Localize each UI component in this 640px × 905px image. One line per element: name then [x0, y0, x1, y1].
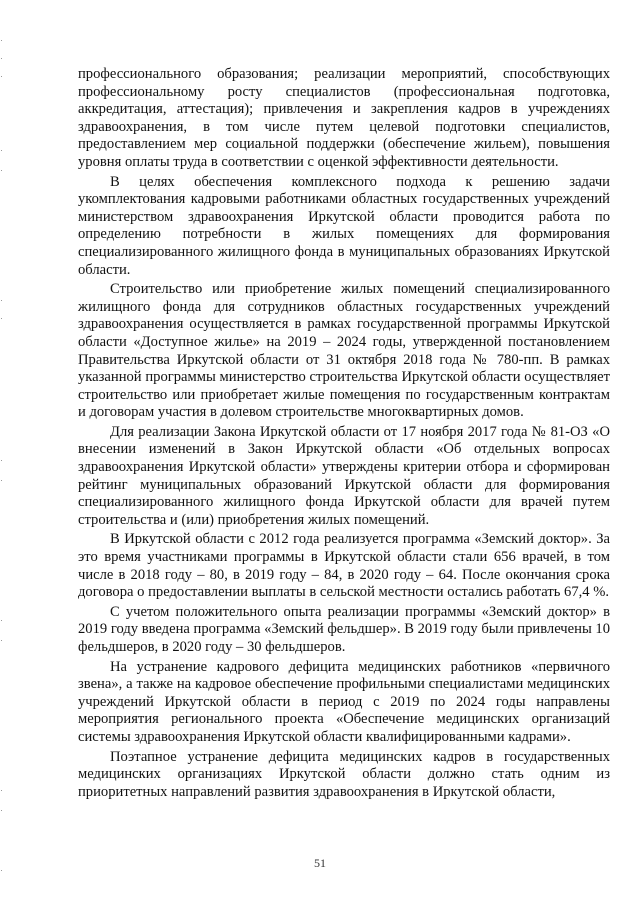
- paragraph-housing-construction: Строительство или приобретение жилых помещений специализированного жилищного фонда для сотрудников областных государственных учреждений здравоохранения осуществляется в рамках государственной программы Иркутской области «Доступное жилье» на 2019 – 2024 годы, утвержденной постановлением Правительства Иркутской области от 31 октября 2018 года № 780-пп. В рамках указанной программы министерство строительства Иркутской области осуществляет строительство или приобретает жилые помещения по государственным контрактам и договорам участия в долевом строительстве многоквартирных домов.: [78, 281, 610, 421]
- paragraph-continuation: профессионального образования; реализации мероприятий, способствующих профессиональному росту специалистов (профессиональная подготовка, аккредитация, аттестация); привлечения и закрепления кадров в учреждениях здравоохранения, в том числе путем целевой подготовки специалистов, предоставлением мер социальной поддержки (обеспечение жильем), повышения уровня оплаты труда в соответствии с оценкой эффективности деятельности.: [78, 66, 610, 170]
- paragraph-zemsky-doktor: В Иркутской области с 2012 года реализуется программа «Земский доктор». За это время участниками программы в Иркутской области стали 656 врачей, в том числе в 2018 году – 80, в 2019 году – 84, в 2020 году – 64. После окончания срока договора о предоставлении выплаты в сельской местности остались работать 67,4 %.: [78, 531, 610, 601]
- paragraph-staff-deficit: Поэтапное устранение дефицита медицинских кадров в государственных медицинских организациях Иркутской области должно стать одним из приоритетных направлений развития здравоохранения в Иркутской области,: [78, 748, 610, 800]
- paragraph-housing-needs: В целях обеспечения комплексного подхода к решению задачи укомплектования кадровыми работниками областных государственных учреждений министерством здравоохранения Иркутской области проводится работа по определению потребности в жилых помещениях для формирования специализированного жилищного фонда в муниципальных образованиях Иркутской области.: [78, 173, 610, 278]
- scan-edge-dots: [0, 0, 2, 905]
- paragraph-regional-project: На устранение кадрового дефицита медицинских работников «первичного звена», а также на кадровое обеспечение профильными специалистами медицинских учреждений Иркутской области в период с 2019 по 2024 годы направлены мероприятия регионального проекта «Обеспечение медицинских организаций системы здравоохранения Иркутской области квалифицированными кадрами».: [78, 658, 610, 745]
- paragraph-law-81-oz: Для реализации Закона Иркутской области от 17 ноября 2017 года № 81-ОЗ «О внесении изменений в Закон Иркутской области «Об отдельных вопросах здравоохранения Иркутской области» утверждены критерии отбора и сформирован рейтинг муниципальных образований Иркутской области для формирования специализированного жилищного фонда Иркутской области для врачей путем строительства и (или) приобретения жилых помещений.: [78, 423, 610, 528]
- page-number: 51: [314, 856, 326, 870]
- paragraph-zemsky-feldsher: С учетом положительного опыта реализации программы «Земский доктор» в 2019 году введена программа «Земский фельдшер». В 2019 году были привлечены 10 фельдшеров, в 2020 году – 30 фельдшеров.: [78, 603, 610, 655]
- document-body: [78, 66, 610, 801]
